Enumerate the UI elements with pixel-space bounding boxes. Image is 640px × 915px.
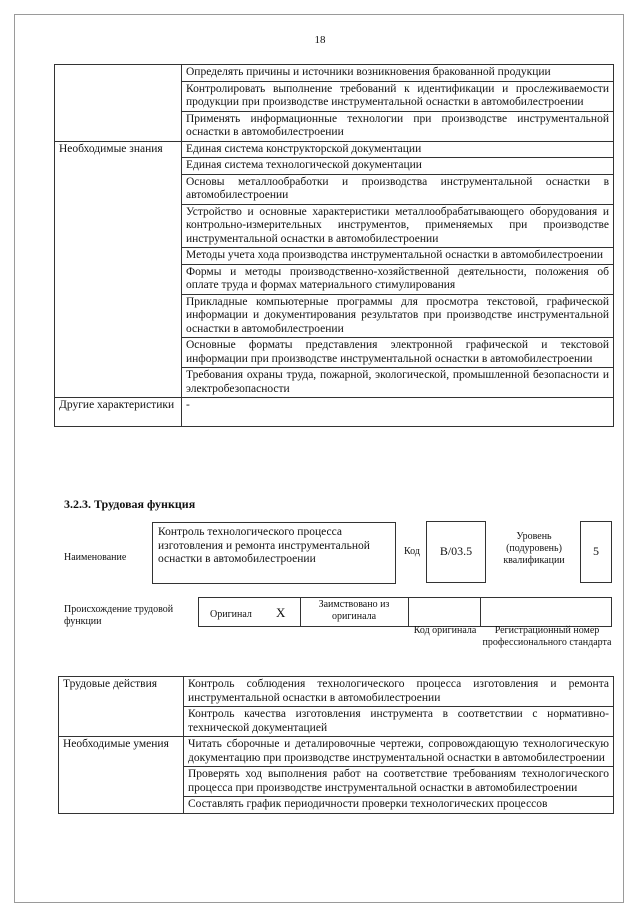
row-text: Применять информационные технологии при производстве инструментальной оснастки в автомобилестроении <box>182 111 614 141</box>
row-text: Требования охраны труда, пожарной, экологической, промышленной безопасности и электробезопасности <box>182 368 614 398</box>
table-row <box>55 65 614 82</box>
origin-divider <box>300 597 301 627</box>
row-label-skills: Необходимые умения <box>59 737 184 814</box>
table-row <box>55 398 614 427</box>
row-text: Составлять график периодичности проверки технологических процессов <box>184 797 614 814</box>
table-row <box>55 141 614 158</box>
origin-label: Происхождение трудовой функции <box>64 604 174 627</box>
name-label: Наименование <box>64 552 127 563</box>
original-mark: X <box>276 605 286 620</box>
original-code-label: Код оригинала <box>413 625 477 636</box>
code-value-box <box>426 521 486 583</box>
row-text: Единая система конструкторской документации <box>182 141 614 158</box>
row-text: - <box>182 398 614 427</box>
bottom-table <box>58 676 614 814</box>
row-label-actions: Трудовые действия <box>59 677 184 737</box>
row-text: Устройство и основные характеристики металлообрабатывающего оборудования и контрольно-измерительных инструментов, применяемых при производстве инструментальной оснастки в автомобилестроении <box>182 204 614 248</box>
code-value: B/03.5 <box>439 544 473 558</box>
origin-table <box>198 597 612 627</box>
row-text: Формы и методы производственно-хозяйственной деятельности, положения об оплате труда и формах материального стимулирования <box>182 264 614 294</box>
row-text: Контролировать выполнение требований к идентификации и прослеживаемости продукции при производстве инструментальной оснастки в автомобилестроении <box>182 81 614 111</box>
borrowed-label: Заимствовано из оригинала <box>318 599 390 622</box>
row-text: Проверять ход выполнения работ на соответствие требованиям технологического процесса при производстве инструментальной оснастки в автомобилестроении <box>184 767 614 797</box>
origin-divider <box>480 597 481 627</box>
origin-divider <box>408 597 409 627</box>
level-value-box <box>580 521 612 583</box>
top-table <box>54 64 614 427</box>
row-text: Контроль качества изготовления инструмента в соответствии с нормативно-технической документацией <box>184 707 614 737</box>
name-value: Контроль технологического процесса изготовления и ремонта инструментальной оснастки в автомобилестроении <box>158 526 370 565</box>
row-text: Основные форматы представления электронной графической и текстовой информации при производстве инструментальной оснастки в автомобилестроении <box>182 338 614 368</box>
table-row <box>59 677 614 707</box>
row-text: Единая система технологической документации <box>182 158 614 175</box>
original-label: Оригинал <box>210 609 252 620</box>
row-text: Читать сборочные и деталировочные чертежи, сопровождающую технологическую документацию при производстве инструментальной оснастки в автомобилестроении <box>184 737 614 767</box>
row-label-knowledge: Необходимые знания <box>55 141 182 398</box>
section-heading: 3.2.3. Трудовая функция <box>64 497 196 511</box>
table-row <box>59 737 614 767</box>
row-text: Основы металлообработки и производства инструментальной оснастки в автомобилестроении <box>182 174 614 204</box>
row-text: Методы учета хода производства инструментальной оснастки в автомобилестроении <box>182 248 614 265</box>
name-value-box <box>152 522 396 584</box>
level-label: Уровень (подуровень) квалификации <box>503 531 565 566</box>
reg-number-label: Регистрационный номер профессионального стандарта <box>482 625 612 648</box>
row-label-other: Другие характеристики <box>55 398 182 427</box>
row-text: Контроль соблюдения технологического процесса изготовления и ремонта инструментальной оснастки в автомобилестроении <box>184 677 614 707</box>
level-value: 5 <box>593 544 599 558</box>
row-text: Прикладные компьютерные программы для просмотра текстовой, графической информации и документирования результатов при производстве инструментальной оснастки в автомобилестроении <box>182 294 614 338</box>
row-label <box>55 65 182 142</box>
code-label: Код <box>404 546 420 557</box>
row-text: Определять причины и источники возникновения бракованной продукции <box>182 65 614 82</box>
page-number: 18 <box>314 34 326 46</box>
